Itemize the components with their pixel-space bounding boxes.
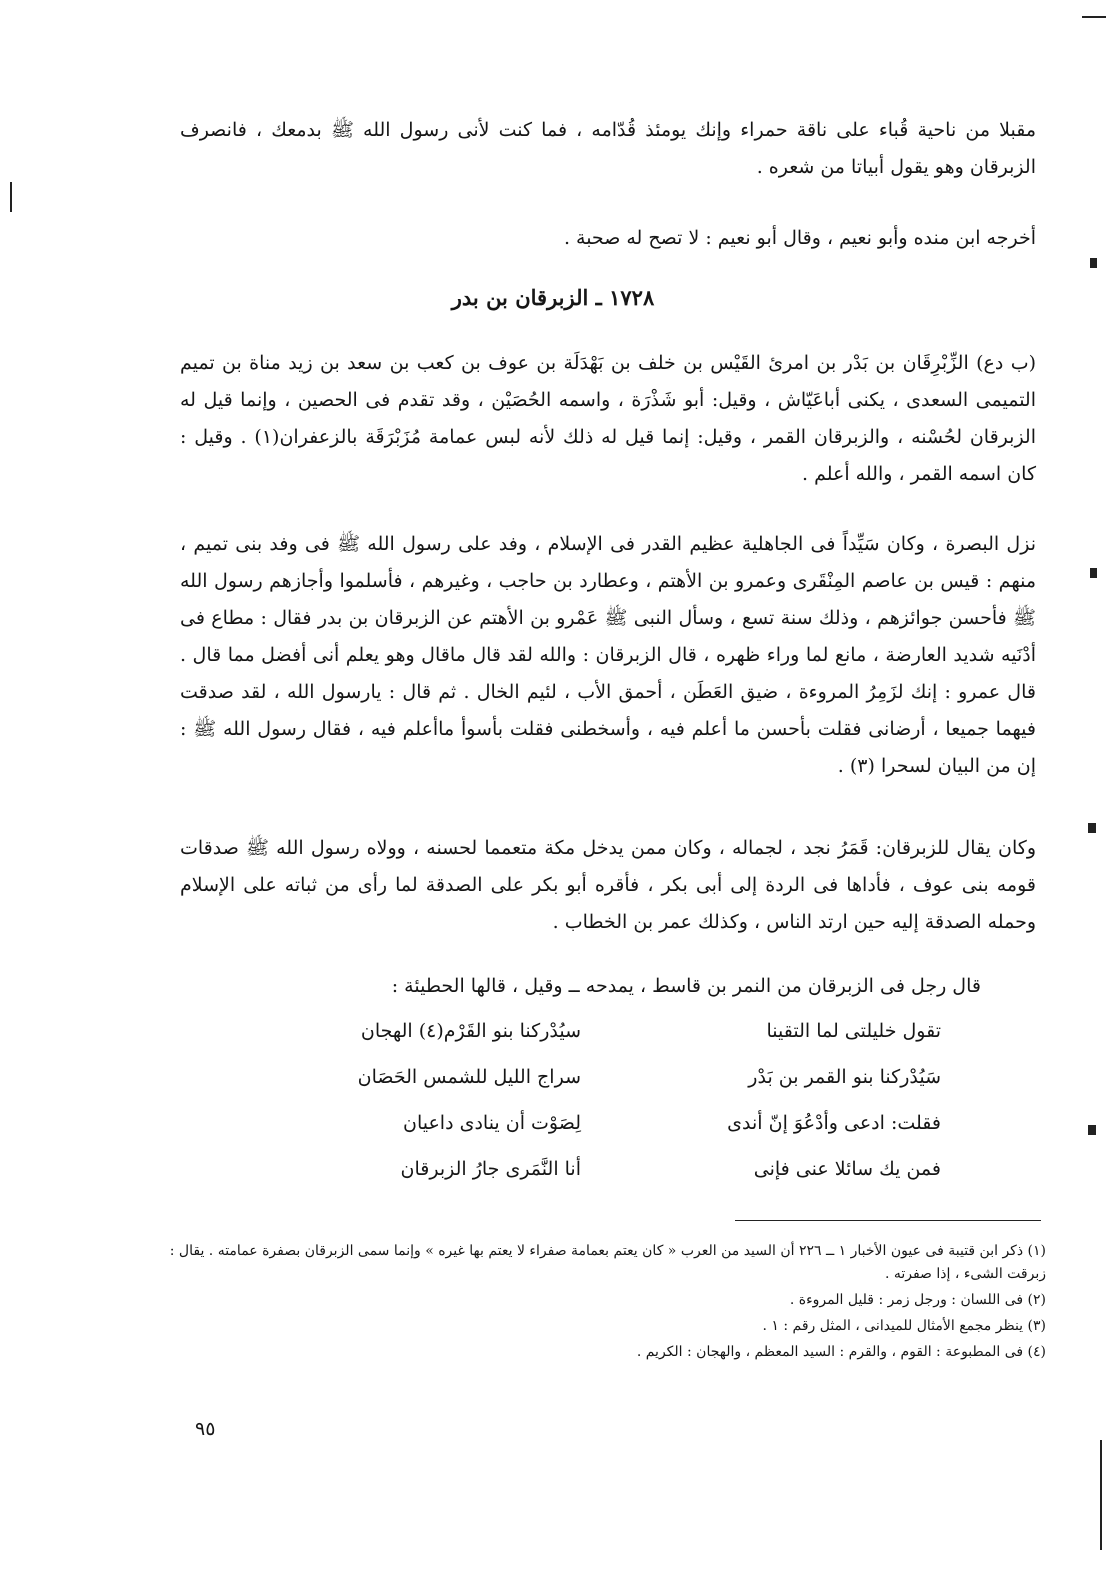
verse-second-half: سراج الليل للشمس الحَصَان xyxy=(357,1066,581,1088)
footnote: (١) ذكر ابن قتيبة فى عيون الأخبار ١ ــ ٢٢٦ أن السيد من العرب « كان يعتم بعمامة صفراء لا يعتم بها غيره » وإنما سمى الزبرقان بصفرة عمامته . يقال : زبرقت الشىء ، إذا صفرته . xyxy=(169,1243,1046,1282)
continuation-paragraph xyxy=(180,112,1036,186)
margin-mark xyxy=(10,182,12,212)
verse-second-half: لِصَوْت أن ينادى داعيان xyxy=(402,1112,581,1134)
attribution-paragraph xyxy=(180,220,1036,257)
entry-heading: ١٧٢٨ ـ الزبرقان بن بدر xyxy=(451,285,655,310)
footnote: (٤) فى المطبوعة : القوم ، والقرم : السيد المعظم ، والهجان : الكريم . xyxy=(636,1344,1046,1360)
margin-mark xyxy=(1088,823,1096,833)
footnote: (٣) ينظر مجمع الأمثال للميدانى ، المثل رقم : ١ . xyxy=(762,1318,1046,1334)
verse-first-half: تقول خليلتى لما التقينا xyxy=(766,1020,941,1042)
verse-first-half: سَيُدْركنا بنو القمر بن بَدْر xyxy=(748,1066,941,1088)
verse-second-half: أنا النَّمَرى جارُ الزبرقان xyxy=(400,1158,581,1180)
footnotes xyxy=(166,1240,1046,1367)
verse-first-half: فمن يك سائلا عنى فإنى xyxy=(753,1158,941,1180)
entry-paragraph-1 xyxy=(180,345,1036,493)
margin-mark xyxy=(1090,568,1097,578)
page-number: ٩٥ xyxy=(195,1418,216,1440)
footnote: (٢) فى اللسان : ورجل زمر : قليل المروءة . xyxy=(789,1292,1046,1308)
verse-first-half: فقلت: ادعى وأدْعُوَ إنّ أندى xyxy=(727,1112,941,1134)
margin-mark xyxy=(1082,16,1106,18)
paragraph-text: نزل البصرة ، وكان سَيِّداً فى الجاهلية عظيم القدر فى الإسلام ، وفد على رسول الله ﷺ فى وفد بنى تميم ، منهم : قيس بن عاصم المِنْقَرى وعمرو بن الأهتم ، وعطارد بن حاجب ، وغيرهم ، فأسلموا وأجازهم رسول الله ﷺ فأحسن جوائزهم ، وذلك سنة تسع ، وسأل النبى ﷺ عَمْرو بن الأهتم عن الزبرقان بن بدر فقال : مطاع فى أدْنَيه شديد العارضة ، مانع لما وراء ظهره ، قال الزبرقان : والله لقد قال ماقال وهو يعلم أنى أفضل مما قال . قال عمرو : إنك لزَمِرُ المروءة ، ضيق العَطَن ، أحمق الأب ، لئيم الخال . ثم قال : يارسول الله ، لقد صدقت فيهما جميعا ، أرضانى فقلت بأحسن ما أعلم فيه ، وأسخطنى فقلت بأسوأ ماأعلم فيه ، فقال رسول الله ﷺ : إن من البيان لسحرا (٣) . xyxy=(180,533,1036,777)
entry-paragraph-2 xyxy=(180,526,1036,785)
poem xyxy=(221,1008,941,1192)
poem-intro-text: قال رجل فى الزبرقان من النمر بن قاسط ، يمدحه ــ وقيل ، قالها الحطيئة : xyxy=(391,975,981,997)
poem-intro xyxy=(181,968,981,1005)
margin-mark xyxy=(1100,1440,1102,1550)
verse-second-half: سيُدْركنا بنو القَرْم(٤) الهجان xyxy=(360,1020,581,1042)
paragraph-text: وكان يقال للزبرقان: قَمَرُ نجد ، لجماله ، وكان ممن يدخل مكة متعمما لحسنه ، وولاه رسول الله ﷺ صدقات قومه بنى عوف ، فأداها فى الردة إلى أبى بكر ، فأقره أبو بكر على الصدقة لما رأى من ثباته على الإسلام وحمله الصدقة إليه حين ارتد الناس ، وكذلك عمر بن الخطاب . xyxy=(180,837,1036,933)
poem-verse xyxy=(221,1008,941,1054)
entry-paragraph-3 xyxy=(180,830,1036,941)
attribution-text: أخرجه ابن منده وأبو نعيم ، وقال أبو نعيم : لا تصح له صحبة . xyxy=(563,227,1036,249)
margin-mark xyxy=(1088,1125,1096,1135)
paragraph-text: (ب دع) الزِّبْرِقَان بن بَدْر بن امرئ القَيْس بن خلف بن بَهْدَلَة بن عوف بن كعب بن سعد بن زيد مناة بن تميم التميمى السعدى ، يكنى أباعَيّاش ، وقيل: أبو شَذْرَة ، واسمه الحُصَيْن ، وقد تقدم فى الحصين ، وإنما قيل له الزبرقان لحُسْنه ، والزبرقان القمر ، وقيل: إنما قيل له ذلك لأنه لبس عمامة مُزَبْرَقَة بالزعفران(١) . وقيل : كان اسمه القمر ، والله أعلم . xyxy=(180,352,1036,485)
poem-verse xyxy=(221,1146,941,1192)
continuation-text: مقبلا من ناحية قُباء على ناقة حمراء وإنك يومئذ قُدّامه ، فما كنت لأنى رسول الله ﷺ بدمعك ، فانصرف الزبرقان وهو يقول أبياتا من شعره . xyxy=(180,119,1036,178)
footnote-divider xyxy=(735,1220,1041,1221)
poem-verse xyxy=(221,1100,941,1146)
poem-verse xyxy=(221,1054,941,1100)
margin-mark xyxy=(1090,258,1097,268)
